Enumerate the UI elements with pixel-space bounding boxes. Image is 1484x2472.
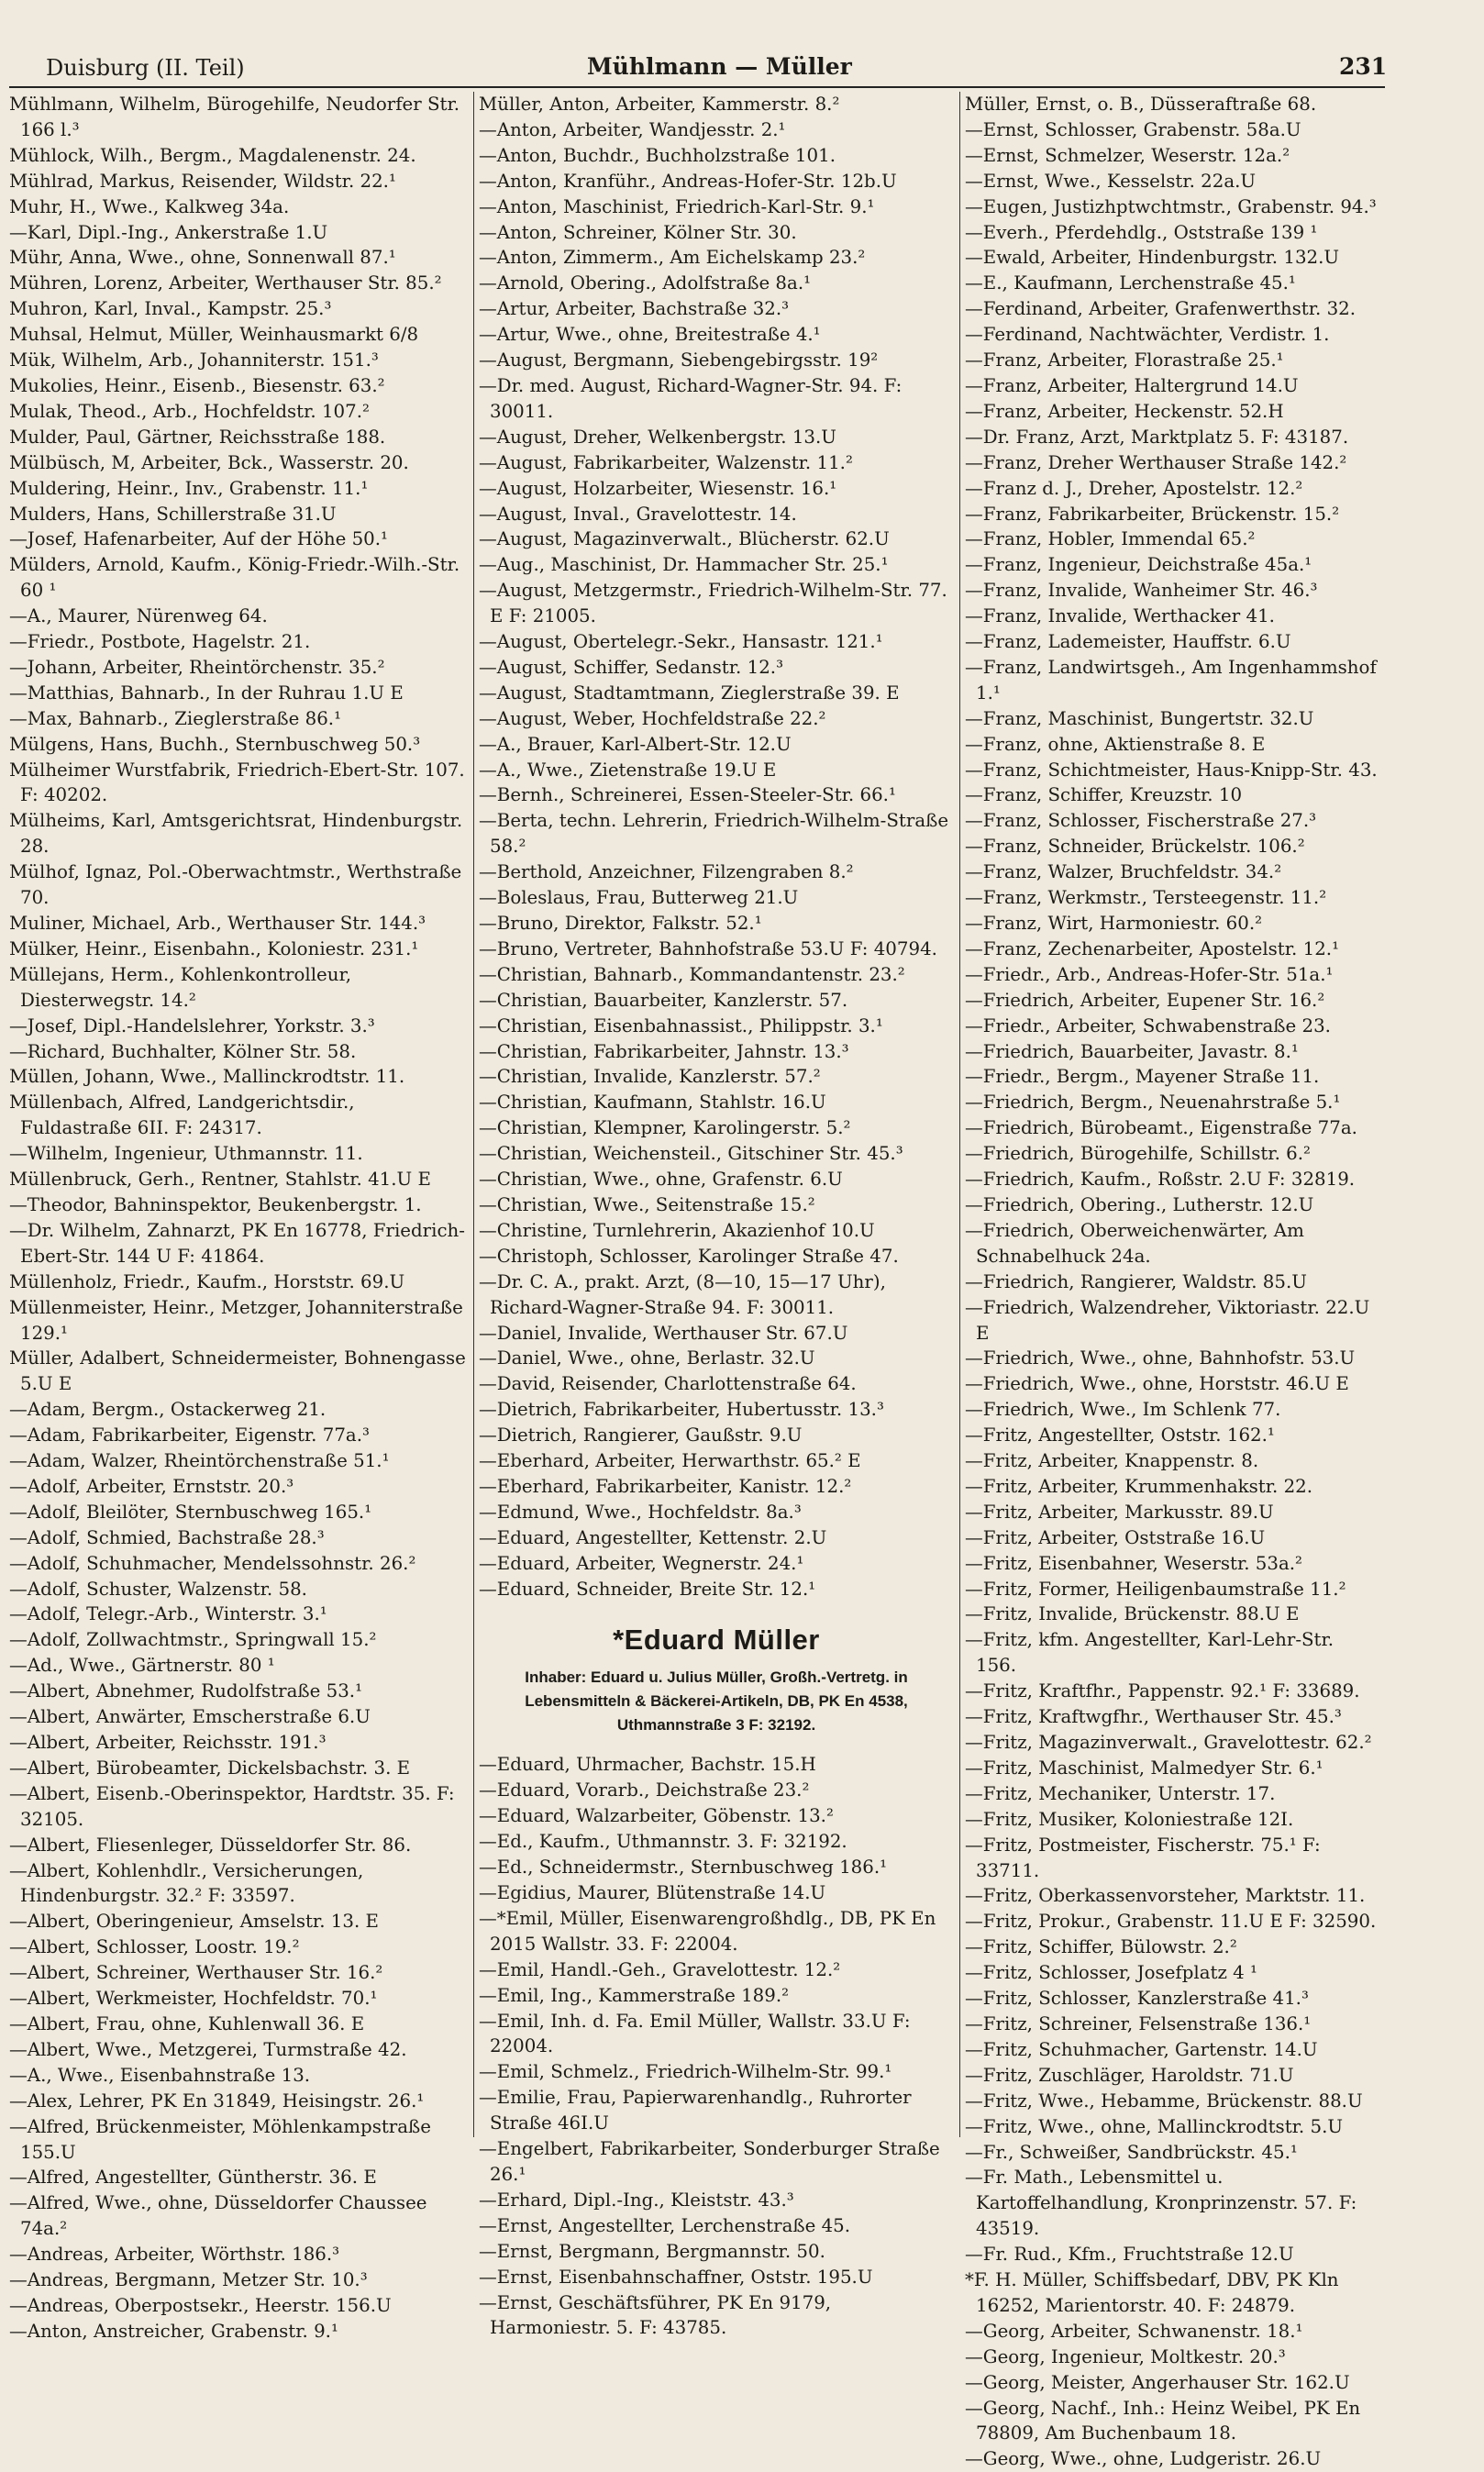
directory-entry: —August, Stadtamtmann, Zieglerstraße 39. E — [479, 682, 900, 704]
directory-entry: —Christoph, Schlosser, Karolinger Straße 47. — [479, 1245, 899, 1267]
directory-entry: Muhsal, Helmut, Müller, Weinhausmarkt 6/8 — [9, 324, 419, 346]
directory-entry: —Adolf, Schuhmacher, Mendelssohnstr. 26.² — [9, 1552, 416, 1574]
directory-entry: *F. H. Müller, Schiffsbedarf, DBV, PK Kln 16252, Marientorstr. 40. F: 24879. — [965, 2269, 1339, 2316]
directory-entry: —Christian, Bahnarb., Kommandantenstr. 23.² — [479, 963, 905, 985]
directory-entry: Mülker, Heinr., Eisenbahn., Koloniestr. 231.¹ — [9, 937, 419, 959]
directory-entry: —Franz, Werkmstr., Tersteegenstr. 11.² — [965, 887, 1327, 909]
directory-entry: Mülheims, Karl, Amtsgerichtsrat, Hindenburgstr. 28. — [9, 810, 463, 858]
directory-entry: —Ferdinand, Nachtwächter, Verdistr. 1. — [965, 324, 1330, 346]
directory-entry: —Emil, Handl.-Geh., Gravelottestr. 12.² — [479, 1958, 841, 1980]
directory-entry: —Emil, Schmelz., Friedrich-Wilhelm-Str. 99.¹ — [479, 2061, 892, 2083]
directory-entry: —Ernst, Angestellter, Lerchenstraße 45. — [479, 2214, 851, 2236]
directory-entry: —Christian, Bauarbeiter, Kanzlerstr. 57. — [479, 989, 848, 1011]
directory-entry: —Friedr., Bergm., Mayener Straße 11. — [965, 1066, 1320, 1088]
directory-entry: Mülheimer Wurstfabrik, Friedrich-Ebert-Str. 107. F: 40202. — [9, 759, 465, 806]
directory-entry: —Franz, Lademeister, Hauffstr. 6.U — [965, 631, 1291, 653]
directory-entry: Müller, Adalbert, Schneidermeister, Bohnengasse 5.U E — [9, 1347, 466, 1395]
directory-entry: —Fritz, Arbeiter, Markusstr. 89.U — [965, 1501, 1274, 1523]
directory-entry: —Franz, Invalide, Werthacker 41. — [965, 605, 1275, 627]
directory-entry: —Adolf, Zollwachtmstr., Springwall 15.² — [9, 1629, 377, 1651]
directory-entry: —Albert, Bürobeamter, Dickelsbachstr. 3. E — [9, 1757, 411, 1779]
directory-entry: —Eberhard, Fabrikarbeiter, Kanistr. 12.² — [479, 1475, 852, 1497]
directory-entry: —Franz, Walzer, Bruchfeldstr. 34.² — [965, 861, 1282, 883]
directory-entry: —Albert, Fliesenleger, Düsseldorfer Str. 86. — [9, 1834, 412, 1856]
directory-entry: Müllenmeister, Heinr., Metzger, Johanniterstraße 129.¹ — [9, 1296, 463, 1344]
directory-entry: Mühlmann, Wilhelm, Bürogehilfe, Neudorfer Str. 166 l.³ — [9, 94, 460, 140]
directory-entry: —A., Maurer, Nürenweg 64. — [9, 605, 268, 627]
directory-entry: —Everh., Pferdehdlg., Oststraße 139 ¹ — [965, 221, 1318, 243]
directory-entry: Mühr, Anna, Wwe., ohne, Sonnenwall 87.¹ — [9, 247, 396, 269]
column-divider — [959, 92, 960, 2137]
directory-entry: —Fritz, Eisenbahner, Weserstr. 53a.² — [965, 1552, 1302, 1574]
column-1 — [9, 92, 468, 2342]
directory-entry: —Engelbert, Fabrikarbeiter, Sonderburger Straße 26.¹ — [479, 2138, 940, 2185]
directory-entry: —Franz, Arbeiter, Heckenstr. 52.H — [965, 400, 1284, 422]
directory-entry: —Friedrich, Bürogehilfe, Schillstr. 6.² — [965, 1143, 1311, 1165]
directory-entry: —Dietrich, Fabrikarbeiter, Hubertusstr. 13.³ — [479, 1399, 884, 1421]
directory-entry: Müllenbach, Alfred, Landgerichtsdir., Fuldastraße 6II. F: 24317. — [9, 1092, 355, 1139]
directory-entry: —Fritz, Schiffer, Bülowstr. 2.² — [965, 1936, 1237, 1958]
directory-entry: —Franz, Schichtmeister, Haus-Knipp-Str. 43. — [965, 759, 1378, 781]
directory-entry: —Arnold, Obering., Adolfstraße 8a.¹ — [479, 272, 812, 294]
directory-entry: —Franz, Schlosser, Fischerstraße 27.³ — [965, 810, 1317, 832]
directory-entry: —Friedr., Postbote, Hagelstr. 21. — [9, 631, 311, 653]
directory-entry: —Franz, Dreher Werthauser Straße 142.² — [965, 451, 1347, 473]
directory-entry: —Dietrich, Rangierer, Gaußstr. 9.U — [479, 1424, 803, 1447]
directory-entry: —Friedrich, Oberweichenwärter, Am Schnabelhuck 24a. — [965, 1219, 1304, 1267]
directory-entry: —Friedrich, Wwe., Im Schlenk 77. — [965, 1399, 1281, 1421]
directory-entry: —Fritz, Zuschläger, Haroldstr. 71.U — [965, 2064, 1294, 2086]
directory-entry: —Fr. Rud., Kfm., Fruchtstraße 12.U — [965, 2244, 1294, 2266]
directory-entry: —Richard, Buchhalter, Kölner Str. 58. — [9, 1040, 357, 1062]
directory-entry: —Franz, Schneider, Brückelstr. 106.² — [965, 836, 1305, 858]
directory-entry: —Fritz, Angestellter, Oststr. 162.¹ — [965, 1424, 1275, 1447]
directory-entry: —Adam, Bergm., Ostackerweg 21. — [9, 1399, 327, 1421]
directory-entry: Mülgens, Hans, Buchh., Sternbuschweg 50.³ — [9, 733, 421, 755]
directory-entry: —Andreas, Arbeiter, Wörthstr. 186.³ — [9, 2244, 340, 2266]
directory-entry: —Fritz, Schuhmacher, Gartenstr. 14.U — [965, 2038, 1318, 2060]
directory-entry: —Franz, Fabrikarbeiter, Brückenstr. 15.² — [965, 503, 1340, 525]
directory-entry: —Fritz, kfm. Angestellter, Karl-Lehr-Str. 156. — [965, 1629, 1334, 1677]
directory-entry: —Albert, Frau, ohne, Kuhlenwall 36. E — [9, 2012, 365, 2034]
directory-entry: —Eduard, Angestellter, Kettenstr. 2.U — [479, 1526, 827, 1548]
directory-entry: Mühlock, Wilh., Bergm., Magdalenenstr. 24. — [9, 144, 416, 166]
directory-entry: —Ewald, Arbeiter, Hindenburgstr. 132.U — [965, 247, 1340, 269]
directory-entry: —Friedrich, Bürobeamt., Eigenstraße 77a. — [965, 1117, 1357, 1139]
directory-entry: —Ernst, Schmelzer, Weserstr. 12a.² — [965, 144, 1290, 166]
directory-entry: —Alfred, Angestellter, Güntherstr. 36. E — [9, 2167, 377, 2189]
directory-entry: —August, Holzarbeiter, Wiesenstr. 16.¹ — [479, 477, 837, 499]
directory-entry: —Ernst, Schlosser, Grabenstr. 58a.U — [965, 118, 1301, 140]
directory-entry: —August, Metzgermstr., Friedrich-Wilhelm-Str. 77. E F: 21005. — [479, 580, 947, 627]
directory-entry: —Andreas, Oberpostsekr., Heerstr. 156.U — [9, 2294, 392, 2316]
directory-entry: —A., Wwe., Eisenbahnstraße 13. — [9, 2064, 311, 2086]
directory-entry: —Franz, Hobler, Immendal 65.² — [965, 528, 1256, 550]
directory-entry: —Ed., Schneidermstr., Sternbuschweg 186.¹ — [479, 1857, 888, 1879]
directory-entry: —Eduard, Uhrmacher, Bachstr. 15.H — [479, 1754, 816, 1776]
directory-entry: —Franz, Ingenieur, Deichstraße 45a.¹ — [965, 554, 1312, 576]
directory-entry: —Boleslaus, Frau, Butterweg 21.U — [479, 887, 799, 909]
directory-entry: —Christian, Kaufmann, Stahlstr. 16.U — [479, 1092, 826, 1114]
directory-entry: —Friedrich, Bergm., Neuenahrstraße 5.¹ — [965, 1092, 1341, 1114]
directory-entry: —Aug., Maschinist, Dr. Hammacher Str. 25.¹ — [479, 554, 889, 576]
running-head-names: Mühlmann — Müller — [587, 53, 852, 80]
page-number: 231 — [1339, 53, 1388, 80]
directory-entry: —August, Inval., Gravelottestr. 14. — [479, 503, 797, 525]
directory-entry: —Ferdinand, Arbeiter, Grafenwerthstr. 32. — [965, 298, 1357, 320]
directory-entry: —E., Kaufmann, Lerchenstraße 45.¹ — [965, 272, 1296, 294]
directory-entry: Mulder, Paul, Gärtner, Reichsstraße 188. — [9, 426, 386, 448]
directory-entry: —Fritz, Wwe., ohne, Mallinckrodtstr. 5.U — [965, 2115, 1344, 2137]
directory-entry: —Christian, Wwe., ohne, Grafenstr. 6.U — [479, 1169, 843, 1191]
column-2 — [479, 92, 954, 2339]
directory-entry: —Berta, techn. Lehrerin, Friedrich-Wilhelm-Straße 58.² — [479, 810, 949, 858]
directory-entry: —Friedrich, Rangierer, Waldstr. 85.U — [965, 1270, 1307, 1292]
column-divider — [473, 92, 474, 2137]
directory-entry: —Friedrich, Bauarbeiter, Javastr. 8.¹ — [965, 1040, 1299, 1062]
directory-entry: —Ad., Wwe., Gärtnerstr. 80 ¹ — [9, 1655, 275, 1677]
directory-entry: Muldering, Heinr., Inv., Grabenstr. 11.¹ — [9, 477, 369, 499]
directory-entry: —Fritz, Arbeiter, Knappenstr. 8. — [965, 1450, 1259, 1472]
directory-entry: Müllenholz, Friedr., Kaufm., Horststr. 69.U — [9, 1270, 405, 1292]
directory-entry: —Friedrich, Kaufm., Roßstr. 2.U F: 32819. — [965, 1169, 1356, 1191]
directory-entry: —Adolf, Arbeiter, Ernststr. 20.³ — [9, 1475, 294, 1497]
directory-entry: Müllejans, Herm., Kohlenkontrolleur, Diesterwegstr. 14.² — [9, 963, 352, 1011]
page-header — [46, 51, 1388, 88]
directory-entry: —Friedr., Arbeiter, Schwabenstraße 23. — [965, 1014, 1331, 1036]
directory-entry: —Fr. Math., Lebensmittel u. Kartoffelhandlung, Kronprinzenstr. 57. F: 43519. — [965, 2167, 1357, 2240]
directory-entry: —Georg, Nachf., Inh.: Heinz Weibel, PK En 78809, Am Buchenbaum 18. — [965, 2397, 1361, 2444]
directory-entry: —Bruno, Vertreter, Bahnhofstraße 53.U F: 40794. — [479, 937, 937, 959]
directory-entry: —Eberhard, Arbeiter, Herwarthstr. 65.² E — [479, 1450, 861, 1472]
directory-entry: Mukolies, Heinr., Eisenb., Biesenstr. 63.² — [9, 374, 385, 396]
directory-entry: —Josef, Hafenarbeiter, Auf der Höhe 50.¹ — [9, 528, 388, 550]
directory-entry: Müller, Anton, Arbeiter, Kammerstr. 8.² — [479, 94, 840, 115]
directory-entry: —Berthold, Anzeichner, Filzengraben 8.² — [479, 861, 854, 883]
directory-entry: —Franz, Landwirtsgeh., Am Ingenhammshof 1.¹ — [965, 656, 1377, 704]
directory-entry: —Daniel, Wwe., ohne, Berlastr. 32.U — [479, 1347, 815, 1369]
directory-entry: —Albert, Eisenb.-Oberinspektor, Hardtstr. 35. F: 32105. — [9, 1782, 455, 1830]
directory-entry: —Albert, Kohlenhdlr., Versicherungen, Hindenburgstr. 32.² F: 33597. — [9, 1859, 364, 1907]
directory-entry: Müller, Ernst, o. B., Düsseraftraße 68. — [965, 94, 1317, 115]
directory-entry: —Anton, Kranführ., Andreas-Hofer-Str. 12b.U — [479, 170, 897, 192]
advertisement-text: Inhaber: Eduard u. Julius Müller, Großh.-Vertretg. in Lebensmitteln & Bäckerei-Artikeln, DB, PK En 4538, Uthmannstraße 3 F: 32192. — [525, 1668, 908, 1735]
directory-entry: —Fritz, Maschinist, Malmedyer Str. 6.¹ — [965, 1757, 1323, 1779]
directory-entry: —Johann, Arbeiter, Rheintörchenstr. 35.² — [9, 656, 385, 678]
directory-entry: —Dr. med. August, Richard-Wagner-Str. 94. F: 30011. — [479, 374, 903, 422]
directory-entry: —Fritz, Musiker, Koloniestraße 12I. — [965, 1808, 1294, 1830]
directory-entry: —Edmund, Wwe., Hochfeldstr. 8a.³ — [479, 1501, 802, 1523]
directory-entry: —Fritz, Invalide, Brückenstr. 88.U E — [965, 1603, 1300, 1625]
directory-entry: —Alfred, Brückenmeister, Möhlenkampstraße 155.U — [9, 2115, 431, 2163]
directory-entry: —Franz, Zechenarbeiter, Apostelstr. 12.¹ — [965, 937, 1340, 959]
directory-entry: —Christian, Eisenbahnassist., Philippstr. 3.¹ — [479, 1014, 883, 1036]
directory-entry: —Fr., Schweißer, Sandbrückstr. 45.¹ — [965, 2141, 1298, 2163]
directory-entry: —Anton, Zimmerm., Am Eichelskamp 23.² — [479, 247, 866, 269]
directory-entry: —Fritz, Kraftwgfhr., Werthauser Str. 45.³ — [965, 1706, 1342, 1728]
directory-entry: Mülders, Arnold, Kaufm., König-Friedr.-Wilh.-Str. 60 ¹ — [9, 554, 460, 602]
directory-entry: —Fritz, Former, Heiligenbaumstraße 11.² — [965, 1578, 1346, 1600]
directory-entry: —Anton, Arbeiter, Wandjesstr. 2.¹ — [479, 118, 786, 140]
directory-entry: —Fritz, Oberkassenvorsteher, Marktstr. 11. — [965, 1885, 1366, 1907]
directory-entry: —Alex, Lehrer, PK En 31849, Heisingstr. 26.¹ — [9, 2090, 425, 2112]
directory-entry: —Dr. Franz, Arzt, Marktplatz 5. F: 43187. — [965, 426, 1349, 448]
directory-entry: —Fritz, Prokur., Grabenstr. 11.U E F: 32590. — [965, 1911, 1377, 1933]
directory-entry: —Erhard, Dipl.-Ing., Kleiststr. 43.³ — [479, 2189, 794, 2211]
directory-entry: —Eduard, Schneider, Breite Str. 12.¹ — [479, 1578, 816, 1600]
directory-entry: —Fritz, Wwe., Hebamme, Brückenstr. 88.U — [965, 2090, 1363, 2112]
directory-entry: —Franz, Arbeiter, Haltergrund 14.U — [965, 374, 1299, 396]
directory-entry: —Fritz, Schlosser, Josefplatz 4 ¹ — [965, 1962, 1257, 1984]
directory-entry: Muliner, Michael, Arb., Werthauser Str. 144.³ — [9, 913, 426, 934]
directory-entry: —Josef, Dipl.-Handelslehrer, Yorkstr. 3.³ — [9, 1014, 375, 1036]
directory-entry: Muhr, H., Wwe., Kalkweg 34a. — [9, 195, 290, 217]
directory-entry: —Adolf, Schuster, Walzenstr. 58. — [9, 1578, 307, 1600]
directory-entry: —August, Weber, Hochfeldstraße 22.² — [479, 707, 826, 729]
directory-entry: Mük, Wilhelm, Arb., Johanniterstr. 151.³ — [9, 349, 379, 371]
directory-entry: —Theodor, Bahninspektor, Beukenbergstr. 1. — [9, 1193, 422, 1215]
directory-entry: —A., Brauer, Karl-Albert-Str. 12.U — [479, 733, 792, 755]
directory-entry: —Albert, Schlosser, Loostr. 19.² — [9, 1936, 300, 1958]
advertisement-block — [479, 1624, 954, 1737]
directory-entry: —Adolf, Bleilöter, Sternbuschweg 165.¹ — [9, 1501, 372, 1523]
directory-entry: —Christine, Turnlehrerin, Akazienhof 10.U — [479, 1219, 875, 1241]
directory-entry: —Fritz, Arbeiter, Krummenhakstr. 22. — [965, 1475, 1313, 1497]
directory-entry: —Franz d. J., Dreher, Apostelstr. 12.² — [965, 477, 1303, 499]
directory-entry: —Adam, Fabrikarbeiter, Eigenstr. 77a.³ — [9, 1424, 370, 1447]
directory-entry: —Albert, Werkmeister, Hochfeldstr. 70.¹ — [9, 1988, 378, 2010]
directory-entry: —Albert, Arbeiter, Reichsstr. 191.³ — [9, 1732, 327, 1753]
directory-entry: —Franz, Arbeiter, Florastraße 25.¹ — [965, 349, 1284, 371]
directory-entry: —Franz, Invalide, Wanheimer Str. 46.³ — [965, 580, 1318, 602]
directory-entry: —Franz, Maschinist, Bungertstr. 32.U — [965, 707, 1314, 729]
directory-entry: —Bernh., Schreinerei, Essen-Steeler-Str. 66.¹ — [479, 784, 896, 806]
directory-entry: Müllen, Johann, Wwe., Mallinckrodtstr. 11. — [9, 1066, 405, 1088]
directory-entry: —David, Reisender, Charlottenstraße 64. — [479, 1373, 857, 1395]
directory-entry: —Georg, Ingenieur, Moltkestr. 20.³ — [965, 2345, 1286, 2367]
directory-entry: —Anton, Schreiner, Kölner Str. 30. — [479, 221, 797, 243]
directory-entry: —Anton, Buchdr., Buchholzstraße 101. — [479, 144, 836, 166]
directory-entry: —Fritz, Mechaniker, Unterstr. 17. — [965, 1782, 1276, 1804]
column-3 — [965, 92, 1378, 2470]
directory-entry: —Friedrich, Wwe., ohne, Horststr. 46.U E — [965, 1373, 1349, 1395]
directory-entry: —Alfred, Wwe., ohne, Düsseldorfer Chaussee 74a.² — [9, 2192, 427, 2240]
directory-entry: —Anton, Maschinist, Friedrich-Karl-Str. 9.¹ — [479, 195, 875, 217]
directory-entry: —Eduard, Vorarb., Deichstraße 23.² — [479, 1779, 810, 1801]
directory-entry: Mühren, Lorenz, Arbeiter, Werthauser Str. 85.² — [9, 272, 442, 294]
directory-entry: —Albert, Schreiner, Werthauser Str. 16.² — [9, 1962, 383, 1984]
directory-entry: —Dr. Wilhelm, Zahnarzt, PK En 16778, Friedrich-Ebert-Str. 144 U F: 41864. — [9, 1219, 465, 1267]
directory-entry: —Christian, Klempner, Karolingerstr. 5.² — [479, 1117, 851, 1139]
directory-entry: —Ernst, Bergmann, Bergmannstr. 50. — [479, 2240, 825, 2262]
directory-entry: —Georg, Wwe., ohne, Ludgeristr. 26.U — [965, 2448, 1322, 2470]
header-rule — [9, 86, 1385, 88]
directory-entry: —Christian, Wwe., Seitenstraße 15.² — [479, 1193, 815, 1215]
directory-entry: —Egidius, Maurer, Blütenstraße 14.U — [479, 1882, 826, 1903]
directory-entry: —August, Dreher, Welkenbergstr. 13.U — [479, 426, 836, 448]
directory-entry: —Ernst, Geschäftsführer, PK En 9179, Harmoniestr. 5. F: 43785. — [479, 2291, 832, 2339]
directory-entry: —Albert, Abnehmer, Rudolfstraße 53.¹ — [9, 1680, 362, 1702]
directory-entry: Mühlrad, Markus, Reisender, Wildstr. 22.¹ — [9, 170, 396, 192]
directory-entry: —Fritz, Schreiner, Felsenstraße 136.¹ — [965, 2012, 1312, 2034]
directory-entry: Müllenbruck, Gerh., Rentner, Stahlstr. 41.U E — [9, 1169, 431, 1191]
directory-entry: —August, Obertelegr.-Sekr., Hansastr. 121.¹ — [479, 631, 883, 653]
directory-entry: —August, Magazinverwalt., Blücherstr. 62.U — [479, 528, 890, 550]
directory-entry: —Georg, Arbeiter, Schwanenstr. 18.¹ — [965, 2320, 1303, 2342]
directory-entry: —Matthias, Bahnarb., In der Ruhrau 1.U E — [9, 682, 404, 704]
directory-entry: —Ed., Kaufm., Uthmannstr. 3. F: 32192. — [479, 1831, 847, 1853]
directory-entry: —Eugen, Justizhptwchtmstr., Grabenstr. 94.³ — [965, 195, 1377, 217]
directory-entry: —Friedrich, Arbeiter, Eupener Str. 16.² — [965, 989, 1325, 1011]
directory-entry: —August, Fabrikarbeiter, Walzenstr. 11.² — [479, 451, 853, 473]
directory-entry: —Artur, Wwe., ohne, Breitestraße 4.¹ — [479, 324, 821, 346]
directory-entry: —Adam, Walzer, Rheintörchenstraße 51.¹ — [9, 1450, 390, 1472]
directory-entry: —A., Wwe., Zietenstraße 19.U E — [479, 759, 777, 781]
directory-entry: —Fritz, Schlosser, Kanzlerstraße 41.³ — [965, 1988, 1309, 2010]
directory-entry: Mülhof, Ignaz, Pol.-Oberwachtmstr., Werthstraße 70. — [9, 861, 462, 909]
directory-entry: —Daniel, Invalide, Werthauser Str. 67.U — [479, 1322, 848, 1344]
directory-entry: —Emil, Inh. d. Fa. Emil Müller, Wallstr. 33.U F: 22004. — [479, 2010, 911, 2057]
directory-entry: —Albert, Wwe., Metzgerei, Turmstraße 42. — [9, 2038, 407, 2060]
directory-entry: —Fritz, Postmeister, Fischerstr. 75.¹ F: 33711. — [965, 1834, 1321, 1881]
directory-entry: —Christian, Fabrikarbeiter, Jahnstr. 13.³ — [479, 1040, 849, 1062]
directory-entry: —Christian, Invalide, Kanzlerstr. 57.² — [479, 1066, 821, 1088]
directory-entry: Mulak, Theod., Arb., Hochfeldstr. 107.² — [9, 400, 370, 422]
directory-entry: —Albert, Anwärter, Emscherstraße 6.U — [9, 1706, 371, 1728]
directory-entry: —Ernst, Eisenbahnschaffner, Oststr. 195.U — [479, 2266, 873, 2288]
directory-entry: —August, Schiffer, Sedanstr. 12.³ — [479, 656, 784, 678]
directory-entry: —Andreas, Bergmann, Metzer Str. 10.³ — [9, 2269, 368, 2291]
directory-entry: —Christian, Weichensteil., Gitschiner Str. 45.³ — [479, 1143, 903, 1165]
directory-entry: —Friedrich, Walzendreher, Viktoriastr. 22.U E — [965, 1296, 1370, 1344]
directory-entry: —Friedr., Arb., Andreas-Hofer-Str. 51a.¹ — [965, 963, 1334, 985]
directory-entry: —Friedrich, Wwe., ohne, Bahnhofstr. 53.U — [965, 1347, 1356, 1369]
directory-entry: Mulders, Hans, Schillerstraße 31.U — [9, 503, 337, 525]
directory-entry: —Fritz, Arbeiter, Oststraße 16.U — [965, 1526, 1266, 1548]
directory-entry: —Max, Bahnarb., Zieglerstraße 86.¹ — [9, 707, 342, 729]
directory-entry: —Bruno, Direktor, Falkstr. 52.¹ — [479, 913, 762, 934]
directory-entry: —August, Bergmann, Siebengebirgsstr. 19² — [479, 349, 879, 371]
directory-entry: —*Emil, Müller, Eisenwarengroßhdlg., DB, PK En 2015 Wallstr. 33. F: 22004. — [479, 1907, 936, 1955]
directory-entry: —Franz, Schiffer, Kreuzstr. 10 — [965, 784, 1243, 806]
directory-entry: —Eduard, Walzarbeiter, Göbenstr. 13.² — [479, 1805, 834, 1827]
directory-entry: —Fritz, Kraftfhr., Pappenstr. 92.¹ F: 33689. — [965, 1680, 1360, 1702]
directory-entry: —Ernst, Wwe., Kesselstr. 22a.U — [965, 170, 1257, 192]
directory-entry: —Franz, ohne, Aktienstraße 8. E — [965, 733, 1266, 755]
directory-entry: —Emilie, Frau, Papierwarenhandlg., Ruhrorter Straße 46I.U — [479, 2087, 912, 2134]
directory-entry: Mülbüsch, M, Arbeiter, Bck., Wasserstr. 20. — [9, 451, 409, 473]
directory-entry: —Fritz, Magazinverwalt., Gravelottestr. 62.² — [965, 1732, 1372, 1753]
directory-entry: —Emil, Ing., Kammerstraße 189.² — [479, 1984, 790, 2006]
directory-entry: —Wilhelm, Ingenieur, Uthmannstr. 11. — [9, 1143, 363, 1165]
directory-entry: —Anton, Anstreicher, Grabenstr. 9.¹ — [9, 2320, 338, 2342]
directory-entry: —Franz, Wirt, Harmoniestr. 60.² — [965, 913, 1263, 934]
directory-entry: —Eduard, Arbeiter, Wegnerstr. 24.¹ — [479, 1552, 804, 1574]
directory-entry: —Georg, Meister, Angerhauser Str. 162.U — [965, 2371, 1350, 2393]
directory-entry: —Artur, Arbeiter, Bachstraße 32.³ — [479, 298, 790, 320]
directory-entry: —Albert, Oberingenieur, Amselstr. 13. E — [9, 1911, 379, 1933]
directory-entry: —Friedrich, Obering., Lutherstr. 12.U — [965, 1193, 1314, 1215]
directory-entry: —Adolf, Schmied, Bachstraße 28.³ — [9, 1526, 325, 1548]
directory-entry: Muhron, Karl, Inval., Kampstr. 25.³ — [9, 298, 332, 320]
running-head-city: Duisburg (II. Teil) — [46, 55, 245, 81]
directory-entry: —Karl, Dipl.-Ing., Ankerstraße 1.U — [9, 221, 328, 243]
directory-entry: —Dr. C. A., prakt. Arzt, (8—10, 15—17 Uhr), Richard-Wagner-Straße 94. F: 30011. — [479, 1270, 886, 1318]
advertisement-title: *Eduard Müller — [613, 1624, 820, 1657]
directory-entry: —Adolf, Telegr.-Arb., Winterstr. 3.¹ — [9, 1603, 327, 1625]
